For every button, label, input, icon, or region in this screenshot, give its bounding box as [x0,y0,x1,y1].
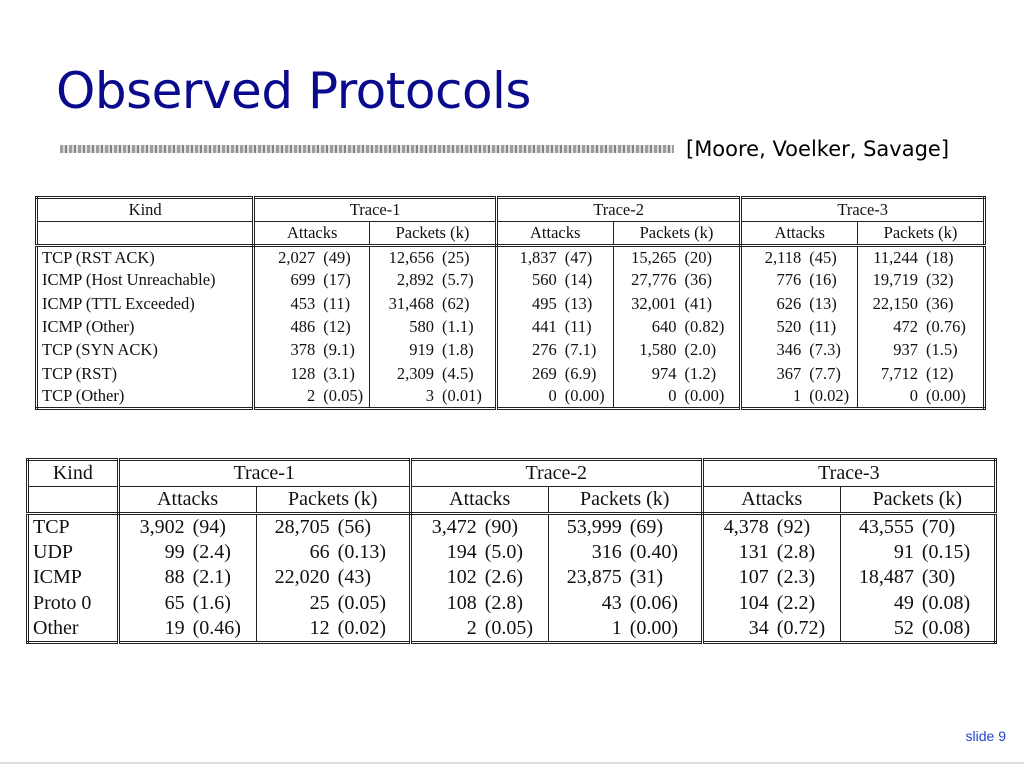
packets-percent: (0.08) [921,617,971,640]
attacks-count: 2 [466,617,477,640]
kind-cell: TCP (SYN ACK) [37,339,254,362]
attacks-count: 99 [164,540,185,563]
packets-count: 1 [611,617,622,640]
header-packets: Packets (k) [858,222,985,246]
packets-count: 1,580 [639,340,677,360]
packets-count: 91 [893,540,914,563]
packets-count: 49 [893,592,914,615]
attacks-count: 367 [776,363,802,383]
attacks-percent: (11) [561,315,613,338]
packets-percent: (0.01) [438,385,496,408]
packets-percent: (36) [925,293,954,313]
attacks-count: 441 [532,317,557,337]
packets-percent: (41) [680,292,740,315]
packets-percent: (32) [925,270,954,290]
attacks-count: 560 [532,270,557,290]
attacks-percent: (49) [319,246,369,269]
packets-count: 22,150 [872,293,918,313]
packets-percent: (0.06) [626,591,703,617]
attacks-percent: (14) [561,269,613,292]
packets-percent: (36) [680,269,740,292]
header-attacks: Attacks [118,487,256,514]
packets-count: 11,244 [873,247,918,267]
table-row [37,292,985,315]
attacks-count: 107 [738,566,769,589]
attacks-count: 4,378 [723,515,769,538]
header-attacks: Attacks [702,487,840,514]
header-packets: Packets (k) [613,222,741,246]
attacks-percent: (12) [319,315,369,338]
kind-cell: TCP (RST ACK) [37,246,254,269]
packets-count: 43,555 [858,515,914,538]
attacks-count: 276 [532,340,557,360]
header-attacks: Attacks [741,222,858,246]
packets-percent: (0.15) [921,540,971,563]
attacks-percent: (0.02) [805,385,857,408]
attacks-percent: (2.6) [481,565,548,591]
packets-count: 316 [591,540,622,563]
table-row [37,385,985,408]
title-divider [60,145,674,153]
attacks-count: 3,902 [139,515,185,538]
attacks-percent: (0.00) [561,385,613,408]
attacks-count: 34 [748,617,769,640]
kind-cell: ICMP (TTL Exceeded) [37,292,254,315]
attacks-percent: (13) [805,292,857,315]
packets-percent: (43) [334,565,411,591]
attacks-percent: (2.8) [481,591,548,617]
packets-count: 0 [668,386,677,406]
attacks-percent: (3.1) [319,362,369,385]
attacks-percent: (94) [189,514,256,540]
attacks-count: 776 [776,270,802,290]
packets-percent: (1.2) [680,362,740,385]
packets-percent: (0.13) [334,539,411,565]
packets-percent: (25) [438,246,496,269]
attacks-count: 2,027 [278,247,316,267]
attacks-count: 0 [548,386,557,406]
packets-count: 937 [893,340,918,360]
attacks-count: 108 [446,592,477,615]
attacks-percent: (16) [805,269,857,292]
packets-percent: (1.1) [438,315,496,338]
header-kind-blank [28,487,119,514]
packets-count: 7,712 [880,363,918,383]
attacks-percent: (0.72) [773,617,840,643]
header-packets: Packets (k) [840,487,995,514]
packets-percent: (30) [921,566,956,589]
packets-count: 43 [601,592,622,615]
kind-cell: Proto 0 [28,591,119,617]
packets-count: 3 [425,386,434,406]
header-trace-2: Trace-2 [496,198,741,222]
attacks-count: 2 [307,386,316,406]
packets-count: 66 [309,540,330,563]
attacks-percent: (2.2) [773,591,840,617]
attacks-count: 65 [164,592,185,615]
header-trace-2: Trace-2 [410,460,702,487]
attacks-percent: (6.9) [561,362,613,385]
slide-number: slide 9 [965,728,1006,744]
kind-cell: Other [28,617,119,643]
attacks-count: 131 [738,540,769,563]
packets-count: 2,892 [396,270,434,290]
attacks-percent: (2.1) [189,565,256,591]
kind-cell: ICMP (Other) [37,315,254,338]
header-attacks: Attacks [496,222,613,246]
packets-percent: (62) [438,292,496,315]
table-row [37,362,985,385]
attacks-percent: (7.3) [805,339,857,362]
packets-percent: (1.5) [925,340,958,360]
kind-cell: TCP [28,514,119,540]
attacks-percent: (17) [319,269,369,292]
attacks-count: 486 [290,317,316,337]
packets-percent: (0.00) [680,385,740,408]
table-body [37,198,985,409]
table-row [28,565,996,591]
packets-count: 640 [651,317,677,337]
header-packets: Packets (k) [370,222,497,246]
packets-count: 19,719 [872,270,918,290]
header-kind: Kind [37,198,254,222]
packets-count: 27,776 [631,270,677,290]
packets-percent: (0.02) [334,617,411,643]
packets-count: 0 [909,386,918,406]
packets-count: 28,705 [274,515,330,538]
packets-count: 974 [651,363,677,383]
slide-title: Observed Protocols [56,62,531,120]
table-row [28,514,996,540]
attacks-percent: (2.3) [773,565,840,591]
kind-cell: TCP (RST) [37,362,254,385]
packets-percent: (4.5) [438,362,496,385]
packets-count: 580 [409,317,434,337]
packets-percent: (31) [626,565,703,591]
table-row [28,617,996,643]
kind-cell: UDP [28,539,119,565]
attacks-count: 626 [776,293,802,313]
protocol-breakdown-table [35,196,986,410]
table-body [28,460,996,643]
packets-percent: (0.05) [334,591,411,617]
table-row [37,246,985,269]
packets-count: 25 [309,592,330,615]
packets-percent: (1.8) [438,339,496,362]
attacks-count: 520 [776,317,802,337]
attacks-count: 699 [290,270,316,290]
header-trace-3: Trace-3 [702,460,995,487]
header-packets: Packets (k) [548,487,702,514]
attacks-count: 104 [738,592,769,615]
attacks-percent: (11) [805,315,857,338]
packets-count: 32,001 [631,293,677,313]
attacks-count: 1 [793,386,802,406]
header-kind-blank [37,222,254,246]
packets-count: 2,309 [396,363,434,383]
attacks-percent: (7.1) [561,339,613,362]
attacks-percent: (0.05) [319,385,369,408]
attacks-percent: (13) [561,292,613,315]
packets-percent: (18) [925,247,954,267]
packets-count: 12,656 [388,247,434,267]
attacks-count: 88 [164,566,185,589]
packets-count: 22,020 [274,566,330,589]
packets-percent: (0.00) [626,617,703,643]
attacks-count: 2,118 [764,247,802,267]
attacks-count: 128 [290,363,316,383]
table-row [28,539,996,565]
transport-protocol-table [26,458,997,644]
packets-percent: (69) [626,514,703,540]
attacks-count: 269 [532,363,557,383]
header-packets: Packets (k) [256,487,410,514]
header-trace-1: Trace-1 [118,460,410,487]
attacks-percent: (47) [561,246,613,269]
attacks-percent: (45) [805,246,857,269]
packets-percent: (0.82) [680,315,740,338]
attacks-percent: (11) [319,292,369,315]
attacks-percent: (2.8) [773,539,840,565]
packets-percent: (2.0) [680,339,740,362]
packets-count: 15,265 [631,247,677,267]
table-row [37,339,985,362]
header-trace-3: Trace-3 [741,198,985,222]
packets-count: 919 [409,340,434,360]
attacks-percent: (0.46) [189,617,256,643]
kind-cell: ICMP [28,565,119,591]
packets-count: 12 [309,617,330,640]
packets-count: 23,875 [566,566,622,589]
attacks-count: 194 [446,540,477,563]
kind-cell: TCP (Other) [37,385,254,408]
header-kind: Kind [28,460,119,487]
attacks-percent: (5.0) [481,539,548,565]
packets-percent: (0.00) [925,386,966,406]
packets-count: 53,999 [566,515,622,538]
attacks-count: 19 [164,617,185,640]
packets-percent: (5.7) [438,269,496,292]
attacks-count: 378 [290,340,316,360]
attacks-percent: (7.7) [805,362,857,385]
attacks-percent: (0.05) [481,617,548,643]
attacks-percent: (92) [773,514,840,540]
attacks-percent: (2.4) [189,539,256,565]
attacks-count: 346 [776,340,802,360]
attacks-count: 1,837 [519,247,557,267]
table-row [37,269,985,292]
packets-percent: (70) [921,515,956,538]
packets-percent: (20) [680,246,740,269]
packets-count: 31,468 [388,293,434,313]
attacks-count: 453 [290,293,316,313]
attacks-count: 495 [532,293,557,313]
table-row [28,591,996,617]
packets-percent: (12) [925,363,954,383]
packets-percent: (0.40) [626,539,703,565]
packets-percent: (0.08) [921,592,971,615]
attribution: [Moore, Voelker, Savage] [686,137,950,161]
header-attacks: Attacks [254,222,370,246]
attacks-percent: (90) [481,514,548,540]
table-row [37,315,985,338]
footer-divider [0,762,1024,764]
attacks-percent: (1.6) [189,591,256,617]
header-attacks: Attacks [410,487,548,514]
packets-count: 472 [893,317,918,337]
packets-percent: (56) [334,514,411,540]
kind-cell: ICMP (Host Unreachable) [37,269,254,292]
packets-count: 18,487 [858,566,914,589]
header-trace-1: Trace-1 [254,198,497,222]
attacks-count: 3,472 [431,515,477,538]
packets-count: 52 [893,617,914,640]
attacks-percent: (9.1) [319,339,369,362]
attacks-count: 102 [446,566,477,589]
packets-percent: (0.76) [925,317,966,337]
